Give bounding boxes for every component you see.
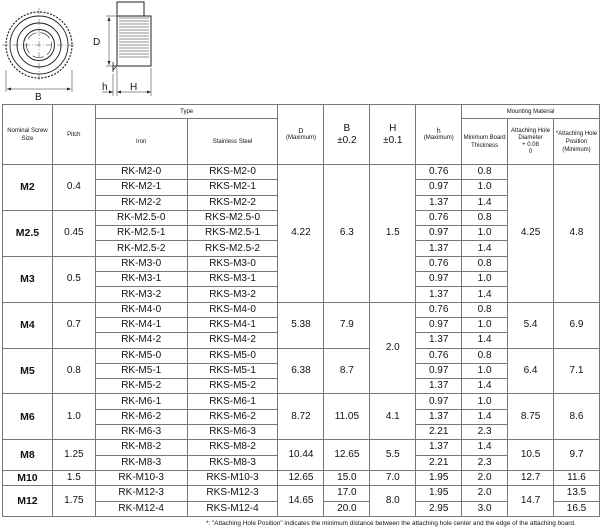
- H-cell: 2.0: [370, 302, 416, 394]
- pitch-cell: 0.45: [52, 210, 95, 256]
- hole-diameter-cell: 4.25: [508, 165, 554, 303]
- stainless-cell: RKS-M3-0: [187, 256, 278, 271]
- h-cell: 0.97: [416, 394, 462, 409]
- dimension-label-h: h: [102, 82, 108, 93]
- hole-diameter-cell: 14.7: [508, 486, 554, 517]
- h-cell: 0.97: [416, 180, 462, 195]
- b-cell: 20.0: [324, 501, 370, 516]
- pitch-cell: 0.8: [52, 348, 95, 394]
- iron-cell: RK-M4-1: [95, 317, 187, 332]
- thickness-cell: 1.0: [462, 180, 508, 195]
- hole-position-cell: 11.6: [554, 470, 600, 485]
- thickness-cell: 3.0: [462, 501, 508, 516]
- d-cell: 10.44: [278, 440, 324, 471]
- iron-cell: RK-M8-2: [95, 440, 187, 455]
- hole-position-cell: 7.1: [554, 348, 600, 394]
- header-h-sub: (Maximum): [423, 134, 454, 141]
- iron-cell: RK-M3-1: [95, 272, 187, 287]
- hole-position-cell: 13.5: [554, 486, 600, 501]
- thickness-cell: 1.0: [462, 394, 508, 409]
- size-cell: M2.5: [3, 210, 53, 256]
- stainless-cell: RKS-M8-2: [187, 440, 278, 455]
- stainless-cell: RKS-M2.5-1: [187, 226, 278, 241]
- header-h-label: h: [436, 127, 441, 135]
- stainless-cell: RKS-M3-2: [187, 287, 278, 302]
- iron-cell: RK-M2-2: [95, 195, 187, 210]
- stainless-cell: RKS-M2-2: [187, 195, 278, 210]
- size-cell: M12: [3, 486, 53, 517]
- header-d-label: D: [298, 127, 304, 135]
- h-cell: 0.97: [416, 363, 462, 378]
- dimension-label-H: H: [130, 82, 138, 93]
- size-cell: M6: [3, 394, 53, 440]
- h-cell: 1.37: [416, 195, 462, 210]
- size-cell: M5: [3, 348, 53, 394]
- thickness-cell: 0.8: [462, 165, 508, 180]
- stainless-cell: RKS-M2-0: [187, 165, 278, 180]
- thickness-cell: 1.4: [462, 409, 508, 424]
- b-cell: 8.7: [324, 348, 370, 394]
- pitch-cell: 1.75: [52, 486, 95, 517]
- technical-drawing: [0, 0, 600, 104]
- header-nominal-size: Nominal Screw Size: [3, 105, 53, 165]
- thickness-cell: 1.0: [462, 363, 508, 378]
- stainless-cell: RKS-M2.5-0: [187, 210, 278, 225]
- thickness-cell: 1.4: [462, 333, 508, 348]
- size-cell: M8: [3, 440, 53, 471]
- h-cell: 2.21: [416, 425, 462, 440]
- h-cell: 1.95: [416, 486, 462, 501]
- h-cell: 1.37: [416, 379, 462, 394]
- h-cell: 1.37: [416, 333, 462, 348]
- thickness-cell: 1.4: [462, 287, 508, 302]
- stainless-cell: RKS-M2-1: [187, 180, 278, 195]
- thickness-cell: 0.8: [462, 210, 508, 225]
- stainless-cell: RKS-M5-1: [187, 363, 278, 378]
- header-H-label: H: [389, 122, 397, 134]
- header-H: [370, 105, 416, 165]
- dimension-label-d: D: [93, 37, 101, 48]
- iron-cell: RK-M12-4: [95, 501, 187, 516]
- thickness-cell: 1.4: [462, 241, 508, 256]
- h-cell: 0.76: [416, 348, 462, 363]
- stainless-cell: RKS-M2.5-2: [187, 241, 278, 256]
- pitch-cell: 1.0: [52, 394, 95, 440]
- iron-cell: RK-M5-1: [95, 363, 187, 378]
- h-cell: 1.37: [416, 409, 462, 424]
- iron-cell: RK-M6-3: [95, 425, 187, 440]
- thickness-cell: 1.0: [462, 317, 508, 332]
- iron-cell: RK-M5-2: [95, 379, 187, 394]
- stainless-cell: RKS-M8-3: [187, 455, 278, 470]
- specification-table: [2, 104, 600, 517]
- header-h: [416, 105, 462, 165]
- header-pitch: Pitch: [52, 105, 95, 165]
- H-cell: 7.0: [370, 470, 416, 485]
- h-cell: 1.37: [416, 440, 462, 455]
- stainless-cell: RKS-M12-3: [187, 486, 278, 501]
- header-ahd-tol2: 0: [528, 148, 533, 155]
- h-cell: 1.37: [416, 287, 462, 302]
- h-cell: 0.97: [416, 317, 462, 332]
- header-attaching-hole-diameter: [508, 119, 554, 165]
- header-b: [324, 105, 370, 165]
- hole-position-cell: 9.7: [554, 440, 600, 471]
- iron-cell: RK-M2-0: [95, 165, 187, 180]
- side-view-drawing: [102, 2, 151, 96]
- stainless-cell: RKS-M5-2: [187, 379, 278, 394]
- b-cell: 15.0: [324, 470, 370, 485]
- header-ahd-tol: + 0.08: [522, 141, 539, 148]
- b-cell: 17.0: [324, 486, 370, 501]
- iron-cell: RK-M6-2: [95, 409, 187, 424]
- iron-cell: RK-M3-0: [95, 256, 187, 271]
- top-view-drawing: [2, 8, 76, 92]
- stainless-cell: RKS-M10-3: [187, 470, 278, 485]
- header-b-label: B: [343, 122, 351, 134]
- hole-diameter-cell: 12.7: [508, 470, 554, 485]
- h-cell: 1.95: [416, 470, 462, 485]
- hole-position-cell: 16.5: [554, 501, 600, 516]
- thickness-cell: 2.3: [462, 425, 508, 440]
- dimension-label-b: B: [35, 92, 42, 103]
- H-cell: 8.0: [370, 486, 416, 517]
- hole-position-cell: 6.9: [554, 302, 600, 348]
- thickness-cell: 1.0: [462, 226, 508, 241]
- iron-cell: RK-M8-3: [95, 455, 187, 470]
- header-ahd-label: Attaching Hole Diameter: [511, 127, 551, 141]
- h-cell: 0.76: [416, 210, 462, 225]
- hole-diameter-cell: 5.4: [508, 302, 554, 348]
- h-cell: 0.76: [416, 256, 462, 271]
- b-cell: 12.65: [324, 440, 370, 471]
- hole-position-cell: 8.6: [554, 394, 600, 440]
- iron-cell: RK-M3-2: [95, 287, 187, 302]
- hole-diameter-cell: 10.5: [508, 440, 554, 471]
- hole-diameter-cell: 8.75: [508, 394, 554, 440]
- thickness-cell: 0.8: [462, 256, 508, 271]
- h-cell: 0.76: [416, 165, 462, 180]
- thickness-cell: 1.4: [462, 379, 508, 394]
- header-H-sub: ±0.1: [383, 134, 403, 146]
- size-cell: M4: [3, 302, 53, 348]
- header-d-sub: (Maximum): [285, 134, 316, 141]
- header-stainless: Stainless Steel: [187, 119, 278, 165]
- h-cell: 0.97: [416, 226, 462, 241]
- header-d: [278, 105, 324, 165]
- h-cell: 0.76: [416, 302, 462, 317]
- h-cell: 1.37: [416, 241, 462, 256]
- b-cell: 7.9: [324, 302, 370, 348]
- iron-cell: RK-M5-0: [95, 348, 187, 363]
- thickness-cell: 1.4: [462, 195, 508, 210]
- header-iron: Iron: [95, 119, 187, 165]
- iron-cell: RK-M12-3: [95, 486, 187, 501]
- hole-position-cell: 4.8: [554, 165, 600, 303]
- b-cell: 6.3: [324, 165, 370, 303]
- d-cell: 6.38: [278, 348, 324, 394]
- thickness-cell: 2.0: [462, 470, 508, 485]
- stainless-cell: RKS-M4-0: [187, 302, 278, 317]
- h-cell: 0.97: [416, 272, 462, 287]
- hole-diameter-cell: 6.4: [508, 348, 554, 394]
- thickness-cell: 2.3: [462, 455, 508, 470]
- b-cell: 11.05: [324, 394, 370, 440]
- header-attaching-hole-position: *Attaching Hole Position (Minimum): [554, 119, 600, 165]
- d-cell: 12.65: [278, 470, 324, 485]
- stainless-cell: RKS-M6-2: [187, 409, 278, 424]
- iron-cell: RK-M4-0: [95, 302, 187, 317]
- iron-cell: RK-M2.5-1: [95, 226, 187, 241]
- thickness-cell: 1.4: [462, 440, 508, 455]
- d-cell: 8.72: [278, 394, 324, 440]
- thickness-cell: 0.8: [462, 348, 508, 363]
- thickness-cell: 0.8: [462, 302, 508, 317]
- stainless-cell: RKS-M3-1: [187, 272, 278, 287]
- stainless-cell: RKS-M6-3: [187, 425, 278, 440]
- stainless-cell: RKS-M5-0: [187, 348, 278, 363]
- footnote: *: "Attaching Hole Position" indicates the minimum distance between the attaching hole center and the edge of the attaching board.: [206, 520, 576, 527]
- iron-cell: RK-M6-1: [95, 394, 187, 409]
- iron-cell: RK-M10-3: [95, 470, 187, 485]
- h-cell: 2.95: [416, 501, 462, 516]
- stainless-cell: RKS-M12-4: [187, 501, 278, 516]
- pitch-cell: 1.5: [52, 470, 95, 485]
- iron-cell: RK-M2.5-2: [95, 241, 187, 256]
- iron-cell: RK-M2-1: [95, 180, 187, 195]
- pitch-cell: 0.4: [52, 165, 95, 211]
- pitch-cell: 1.25: [52, 440, 95, 471]
- H-cell: 5.5: [370, 440, 416, 471]
- iron-cell: RK-M4-2: [95, 333, 187, 348]
- iron-cell: RK-M2.5-0: [95, 210, 187, 225]
- size-cell: M2: [3, 165, 53, 211]
- stainless-cell: RKS-M4-1: [187, 317, 278, 332]
- pitch-cell: 0.7: [52, 302, 95, 348]
- thickness-cell: 2.0: [462, 486, 508, 501]
- header-b-sub: ±0.2: [337, 134, 357, 146]
- size-cell: M10: [3, 470, 53, 485]
- stainless-cell: RKS-M6-1: [187, 394, 278, 409]
- pitch-cell: 0.5: [52, 256, 95, 302]
- header-min-board-thickness: Minimum Board Thickness: [462, 119, 508, 165]
- size-cell: M3: [3, 256, 53, 302]
- d-cell: 4.22: [278, 165, 324, 303]
- header-type: Type: [95, 105, 278, 119]
- H-cell: 1.5: [370, 165, 416, 303]
- H-cell: 4.1: [370, 394, 416, 440]
- d-cell: 14.65: [278, 486, 324, 517]
- h-cell: 2.21: [416, 455, 462, 470]
- stainless-cell: RKS-M4-2: [187, 333, 278, 348]
- thickness-cell: 1.0: [462, 272, 508, 287]
- header-mounting-material: Mounting Material: [462, 105, 600, 119]
- d-cell: 5.38: [278, 302, 324, 348]
